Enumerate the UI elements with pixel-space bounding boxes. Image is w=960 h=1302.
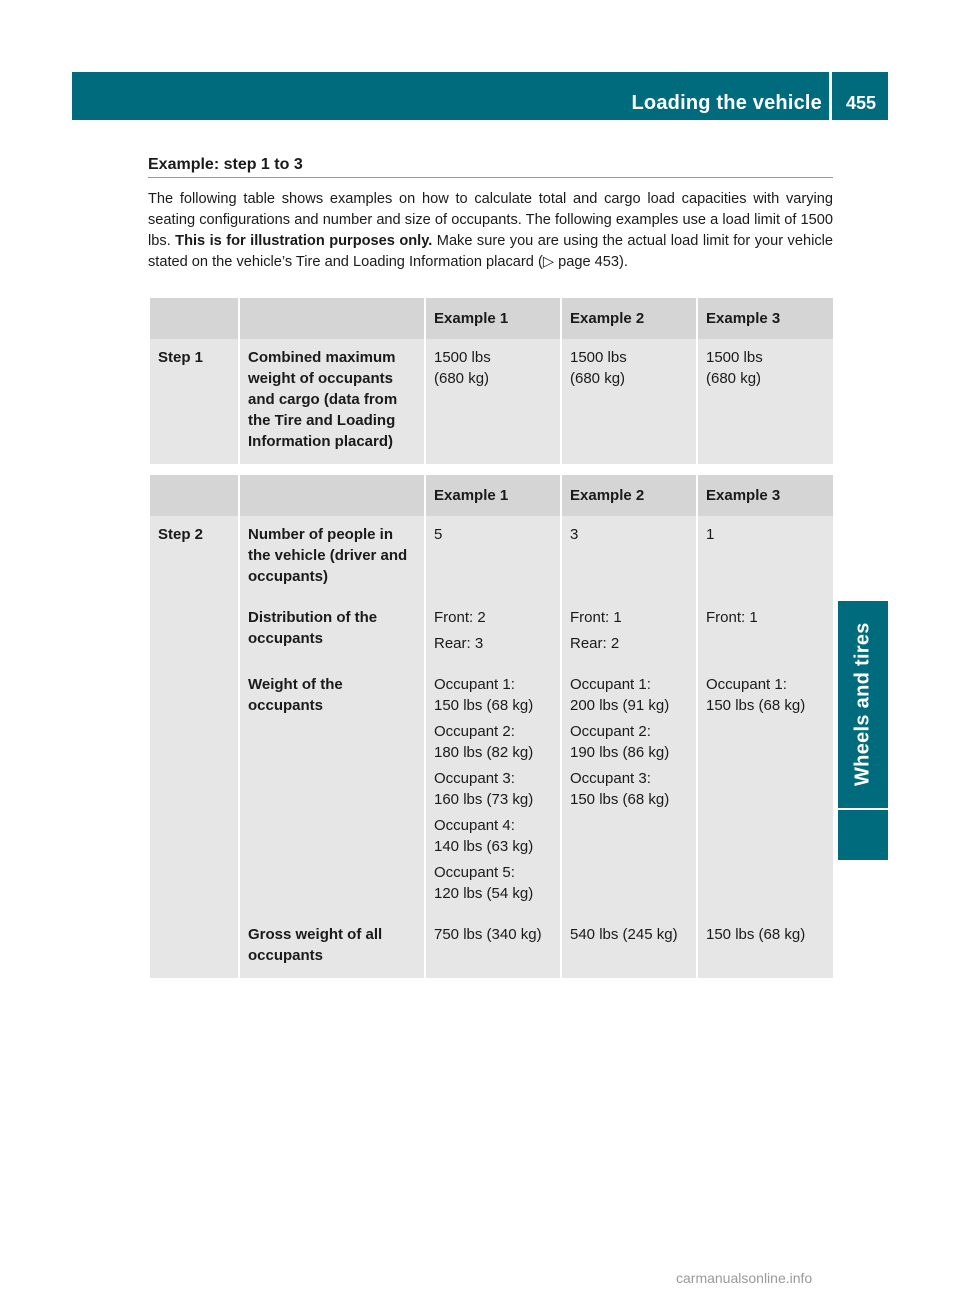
table-cell xyxy=(426,339,560,464)
row-label: Weight of the occupants xyxy=(240,666,424,916)
cell-line: (680 kg) xyxy=(570,370,626,387)
cell-line: 1500 lbs xyxy=(570,349,627,366)
table-cell xyxy=(426,666,560,916)
table-cell xyxy=(562,339,696,464)
table-header-row xyxy=(150,298,833,339)
step1-table xyxy=(148,298,835,464)
table-header-row xyxy=(150,475,833,516)
row-label: Gross weight of all occupants xyxy=(240,916,424,978)
cell-line: 160 lbs (73 kg) xyxy=(434,791,534,808)
header-cell xyxy=(240,475,424,516)
header-divider xyxy=(829,72,832,120)
cell-line: (680 kg) xyxy=(434,370,490,387)
cell-line: (680 kg) xyxy=(706,370,762,387)
section-side-tab[interactable] xyxy=(838,601,888,808)
step-label: Step 2 xyxy=(150,516,238,978)
cell-line: Rear: 2 xyxy=(570,635,620,652)
intro-text-1: The following table shows examples on how to calculate total and cargo load capacities with varying seating configurations and number and size of occupants. The following examples use a load limit of 1500 lbs. xyxy=(148,191,833,249)
table-row xyxy=(150,516,833,599)
cell-line: 120 lbs (54 kg) xyxy=(434,885,534,902)
table-cell xyxy=(426,916,560,978)
cell-line: Front: 1 xyxy=(706,609,758,626)
watermark: carmanualsonline.info xyxy=(676,1270,813,1286)
cell-line: 150 lbs (68 kg) xyxy=(570,791,670,808)
cell-line: Occupant 2: xyxy=(434,723,515,740)
cell-line: 1500 lbs xyxy=(434,349,491,366)
cell-line: Rear: 3 xyxy=(434,635,484,652)
cell-line: 1 xyxy=(706,526,715,543)
cell-line: Occupant 4: xyxy=(434,817,515,834)
page-reference-icon: ▷ xyxy=(542,254,555,270)
cell-line: 3 xyxy=(570,526,579,543)
table-cell xyxy=(562,599,696,666)
table-cell xyxy=(426,516,560,599)
header-cell xyxy=(150,475,238,516)
header-cell xyxy=(150,298,238,339)
header-cell: Example 2 xyxy=(562,475,696,516)
side-tab-label: Wheels and tires xyxy=(851,622,874,787)
page-reference-link[interactable]: page 453). xyxy=(554,254,628,270)
cell-line: Occupant 1: xyxy=(706,676,787,693)
header-cell: Example 3 xyxy=(698,298,833,339)
heading-rule xyxy=(148,177,833,178)
cell-line: 150 lbs (68 kg) xyxy=(434,697,534,714)
row-label: Distribution of the occupants xyxy=(240,599,424,666)
table-cell xyxy=(562,916,696,978)
header-cell: Example 1 xyxy=(426,475,560,516)
cell-line: Occupant 1: xyxy=(434,676,515,693)
cell-line: Occupant 3: xyxy=(570,770,651,787)
intro-bold-note: This is for illustration purposes only. xyxy=(175,233,433,249)
cell-line: Front: 2 xyxy=(434,609,486,626)
chapter-title: Loading the vehicle xyxy=(631,92,822,114)
cell-line: 140 lbs (63 kg) xyxy=(434,838,534,855)
table-cell xyxy=(698,516,833,599)
intro-paragraph xyxy=(148,189,833,273)
table-cell xyxy=(698,339,833,464)
cell-line: Occupant 5: xyxy=(434,864,515,881)
cell-line: 180 lbs (82 kg) xyxy=(434,744,534,761)
cell-line: 190 lbs (86 kg) xyxy=(570,744,670,761)
table-cell xyxy=(426,599,560,666)
table-row xyxy=(150,339,833,464)
cell-line: 150 lbs (68 kg) xyxy=(706,926,806,943)
page-header xyxy=(72,72,888,120)
cell-line: 150 lbs (68 kg) xyxy=(706,697,806,714)
cell-line: 750 lbs (340 kg) xyxy=(434,926,542,943)
table-cell xyxy=(562,666,696,916)
table-row xyxy=(150,599,833,666)
cell-line: 200 lbs (91 kg) xyxy=(570,697,670,714)
intro-text-2: Make sure you are using the actual load limit for your vehicle stated on the vehicle’s Tire and Loading Information placard ( xyxy=(148,233,833,270)
table-cell xyxy=(698,666,833,916)
cell-line: Front: 1 xyxy=(570,609,622,626)
side-tab-marker xyxy=(838,810,888,860)
row-label: Number of people in the vehicle (driver and occupants) xyxy=(240,516,424,599)
table-row xyxy=(150,916,833,978)
header-cell: Example 2 xyxy=(562,298,696,339)
table-cell xyxy=(698,916,833,978)
cell-line: 1500 lbs xyxy=(706,349,763,366)
header-cell: Example 1 xyxy=(426,298,560,339)
step2-table xyxy=(148,475,835,978)
page-number: 455 xyxy=(845,93,877,113)
header-cell xyxy=(240,298,424,339)
section-heading: Example: step 1 to 3 xyxy=(148,156,303,173)
cell-line: 540 lbs (245 kg) xyxy=(570,926,678,943)
header-cell: Example 3 xyxy=(698,475,833,516)
step-label: Step 1 xyxy=(150,339,238,464)
cell-line: 5 xyxy=(434,526,443,543)
cell-line: Occupant 2: xyxy=(570,723,651,740)
table-row xyxy=(150,666,833,916)
table-cell xyxy=(698,599,833,666)
cell-line: Occupant 1: xyxy=(570,676,651,693)
table-cell xyxy=(562,516,696,599)
cell-line: Occupant 3: xyxy=(434,770,515,787)
row-label: Combined maximum weight of occupants and cargo (data from the Tire and Loading Information placard) xyxy=(240,339,424,464)
